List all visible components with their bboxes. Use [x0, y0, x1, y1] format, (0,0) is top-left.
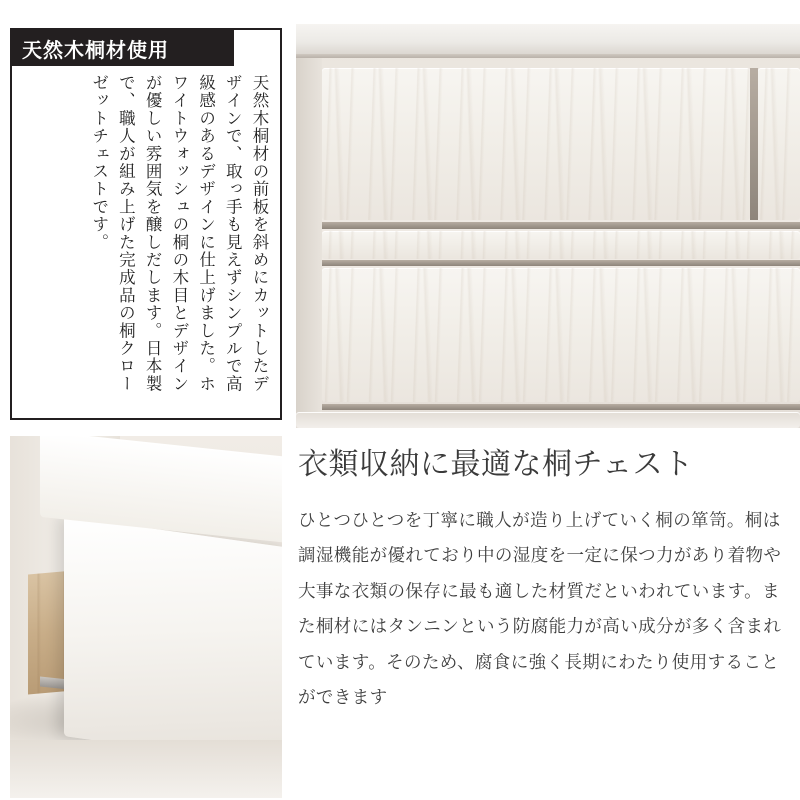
drawer-closeup-photo: [296, 24, 800, 428]
drawer-gap-vertical: [750, 68, 758, 220]
chest-top-surface: [296, 24, 800, 54]
drawer-gap-horizontal-1: [322, 222, 800, 229]
open-drawer-front-panel: [64, 516, 282, 768]
chest-base-panel: [296, 412, 800, 428]
bottom-body-text: ひとつひとつを丁寧に職人が造り上げていく桐の箪笥。桐は調湿機能が優れており中の湿度を一定に保つ力があり着物や大事な衣類の保存に最も適した材質だといわれています。また桐材にはタンニンという防腐能力が高い成分が多く含まれています。そのため、腐食に強く長期にわたり使用することができます: [298, 510, 782, 709]
chest-side-panel: [296, 58, 322, 424]
bottom-section: [0, 432, 800, 800]
drawer-gap-horizontal-2: [322, 260, 800, 266]
paulownia-chest-description: [298, 446, 790, 717]
natural-wood-info-panel: [10, 28, 282, 420]
drawer-front-middle: [322, 231, 800, 259]
open-drawer-photo: [10, 436, 282, 798]
chest-top-edge-line: [296, 54, 800, 58]
floor-surface: [10, 740, 282, 798]
drawer-front-lower: [322, 268, 800, 402]
section-headline: 天然木桐材使用: [12, 30, 234, 66]
bottom-title: 衣類収納に最適な桐チェスト: [298, 447, 694, 482]
drawer-front-upper-left: [322, 68, 750, 220]
drawer-front-upper-right: [758, 68, 800, 220]
vertical-description-text: 天然木桐材の前板を斜めにカットしたデザインで、取っ手も見えずシンプルで高級感のあるデザインに仕上げました。ホワイトウォッシュの桐の木目とデザインが優しい雰囲気を醸しだします。日本製で、職人が組み上げた完成品の桐クローゼットチェストです。: [89, 74, 269, 393]
drawer-gap-horizontal-3: [322, 404, 800, 410]
